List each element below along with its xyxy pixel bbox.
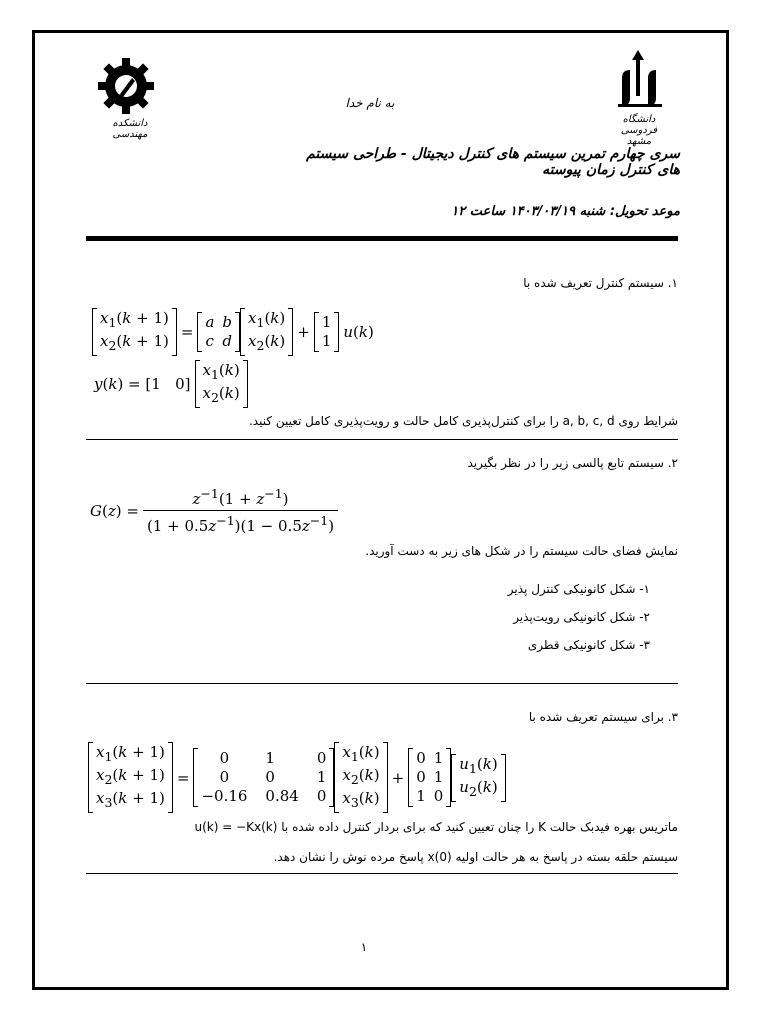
q3-line-1: ماتریس بهره فیدبک حالت K را چنان تعیین کنید که برای بردار کنترل داده شده با u(k) = −Kx(k) (194, 820, 678, 834)
q2-item-3: ۳- شکل کانونیکی قطری (527, 638, 650, 652)
left-logo-caption: دانشکده مهندسی (112, 118, 148, 140)
q2-intro: ۲. سیستم تابع پالسی زیر را در نظر بگیرید (467, 456, 678, 470)
due-date: موعد تحویل: شنبه ۱۴۰۳/۰۳/۱۹ ساعت ۱۲ (451, 204, 680, 219)
document-title: سری چهارم تمرین سیستم های کنترل دیجیتال - طراحی سیستم های کنترل زمان پیوسته (306, 146, 680, 178)
right-logo-caption: دانشگاه فردوسی مشهد (620, 114, 658, 147)
university-logo (608, 48, 670, 147)
page-number: ۱ (360, 940, 368, 954)
q3-divider (86, 873, 678, 874)
q2-instruction: نمایش فضای حالت سیستم را در شکل های زیر به دست آورید. (365, 544, 678, 558)
header-divider (86, 236, 678, 241)
q3-state-equation: $x_1(k + 1)$ $x_2(k + 1)$ $x_3(k + 1)$ = 0 1 0 0 0 1 −0.16 0.84 0 $x_1(k)$ $x_2(k)$ $x_3(k)$ + 0 1 0 1 1 0 $u_1(k)$ $u_2(k)$ (88, 742, 506, 813)
q2-transfer-function: G(z) = $\frac{z^{-1}(1 + z^{-1})}{(1 + 0.5z^{-1})(1 - 0.5z^{-1})}$ (90, 486, 338, 535)
bismillah: به نام خدا (345, 96, 395, 110)
q3-line-2: سیستم حلقه بسته در پاسخ به هر حالت اولیه x(0) پاسخ مرده نوش را نشان دهد. (273, 850, 678, 864)
gear-icon (96, 58, 156, 116)
q2-item-2: ۲- شکل کانونیکی رویت‌پذیر (513, 610, 650, 624)
q2-item-1: ۱- شکل کانونیکی کنترل پذیر (507, 582, 650, 596)
q3-intro: ۳. برای سیستم تعریف شده با (528, 710, 678, 724)
q1-intro: ۱. سیستم کنترل تعریف شده با (523, 276, 678, 290)
q2-divider (86, 683, 678, 684)
q1-condition: شرایط روی a, b, c, d را برای کنترل‌پذیری کامل حالت و رویت‌پذیری کامل تعیین کنید. (248, 414, 678, 428)
q1-output-equation: y(k) = [1 0] $x_1(k)$ $x_2(k)$ (94, 360, 248, 408)
faculty-logo (96, 58, 164, 140)
ferdowsi-logo-icon (608, 48, 670, 110)
q1-divider (86, 439, 678, 440)
q1-state-equation: $x_1(k + 1)$ $x_2(k + 1)$ = a b c d $x_1(k)$ $x_2(k)$ + 1 1 u(k) (92, 308, 378, 356)
